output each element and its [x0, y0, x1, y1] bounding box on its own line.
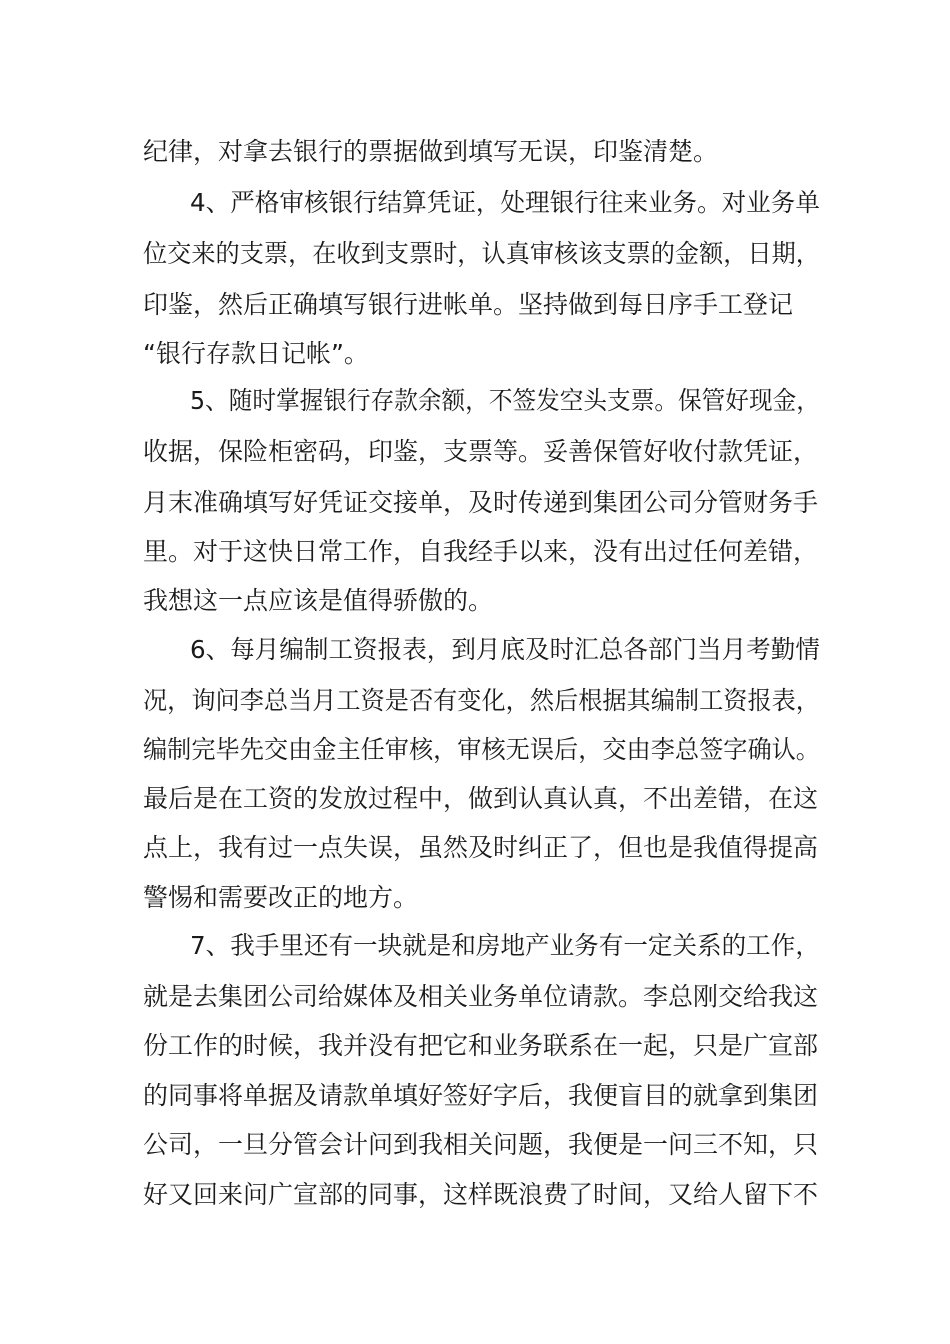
text-line: 5、随时掌握银行存款余额，不签发空头支票。保管好现金，: [190, 386, 820, 415]
text-line: 份工作的时候，我并没有把它和业务联系在一起，只是广宣部: [143, 1031, 819, 1060]
text-line: 月末准确填写好凭证交接单，及时传递到集团公司分管财务手: [143, 488, 819, 517]
text-line: 公司，一旦分管会计问到我相关问题，我便是一问三不知，只: [143, 1130, 819, 1159]
text-line: 编制完毕先交由金主任审核，审核无误后，交由李总签字确认。: [143, 735, 820, 764]
text-line: 里。对于这快日常工作，自我经手以来，没有出过任何差错，: [143, 537, 819, 566]
text-line: 最后是在工资的发放过程中，做到认真认真，不出差错，在这: [143, 784, 819, 813]
text-line: 收据，保险柜密码，印鉴，支票等。妥善保管好收付款凭证，: [143, 437, 819, 466]
text-line: 就是去集团公司给媒体及相关业务单位请款。李总刚交给我这: [143, 982, 819, 1011]
text-line: 警惕和需要改正的地方。: [143, 883, 419, 912]
text-line: 的同事将单据及请款单填好签好字后，我便盲目的就拿到集团: [143, 1081, 819, 1110]
text-line: 6、每月编制工资报表，到月底及时汇总各部门当月考勤情: [190, 635, 820, 664]
text-line: 7、我手里还有一块就是和房地产业务有一定关系的工作，: [190, 931, 820, 960]
text-line: 印鉴，然后正确填写银行进帐单。坚持做到每日序手工登记: [143, 290, 794, 319]
text-line: 位交来的支票，在收到支票时，认真审核该支票的金额，日期，: [143, 239, 820, 268]
text-line: 况，询问李总当月工资是否有变化，然后根据其编制工资报表，: [143, 686, 820, 715]
text-line: 纪律，对拿去银行的票据做到填写无误，印鉴清楚。: [143, 137, 719, 166]
text-line: 点上，我有过一点失误，虽然及时纠正了，但也是我值得提高: [143, 833, 819, 862]
text-line: 好又回来问广宣部的同事，这样既浪费了时间，又给人留下不: [143, 1180, 819, 1209]
text-line: “银行存款日记帐”。: [143, 339, 369, 368]
text-line: 4、严格审核银行结算凭证，处理银行往来业务。对业务单: [190, 188, 820, 217]
text-line: 我想这一点应该是值得骄傲的。: [143, 586, 494, 615]
